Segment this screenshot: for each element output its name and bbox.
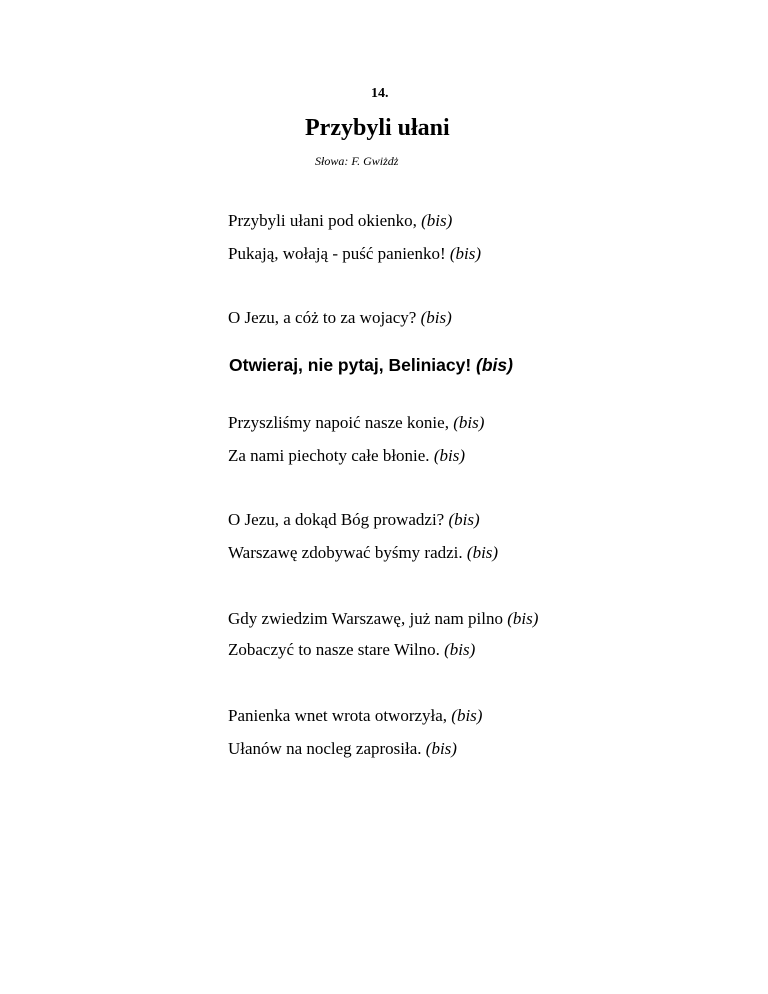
refrain-mark: (bis)	[453, 413, 485, 432]
song-number: 14.	[371, 86, 389, 101]
refrain-mark: (bis)	[466, 543, 499, 562]
lyric-line-4	[229, 355, 513, 375]
refrain-mark: (bis)	[448, 510, 480, 529]
lyric-line-1	[228, 211, 452, 231]
refrain-mark: (bis)	[421, 211, 453, 230]
lyric-text: Przyszliśmy napoić nasze konie,	[228, 413, 454, 432]
lyric-text: Warszawę zdobywać byśmy radzi.	[228, 543, 467, 562]
song-author: Słowa: F. Gwiżdż	[315, 154, 399, 168]
lyric-line-11	[228, 706, 482, 726]
lyric-text: Panienka wnet wrota otworzyła,	[228, 706, 452, 725]
lyric-text: O Jezu, a cóż to za wojacy?	[228, 308, 421, 327]
lyric-line-2	[228, 244, 481, 264]
lyric-line-5	[228, 413, 484, 433]
song-title: Przybyli ułani	[305, 115, 450, 141]
lyric-text: Pukają, wołają - puść panienko!	[228, 244, 450, 263]
lyric-line-3	[228, 308, 452, 328]
lyric-line-9	[228, 609, 538, 629]
lyric-text: Za nami piechoty całe błonie.	[228, 446, 434, 465]
lyric-line-12	[228, 739, 457, 759]
refrain-mark: (bis)	[507, 609, 539, 628]
refrain-mark: (bis)	[476, 355, 513, 375]
lyric-line-8	[228, 543, 498, 563]
lyric-line-7	[228, 510, 480, 530]
lyric-text: O Jezu, a dokąd Bóg prowadzi?	[228, 510, 449, 529]
lyric-text: Zobaczyć to nasze stare Wilno.	[228, 640, 445, 659]
refrain-mark: (bis)	[425, 739, 457, 758]
lyric-line-10	[228, 640, 475, 660]
lyric-line-6	[228, 446, 465, 466]
refrain-mark: (bis)	[444, 640, 476, 659]
lyric-text: Gdy zwiedzim Warszawę, już nam pilno	[228, 609, 508, 628]
refrain-mark: (bis)	[449, 244, 482, 263]
lyric-text: Otwieraj, nie pytaj, Beliniacy!	[229, 355, 477, 375]
refrain-mark: (bis)	[420, 308, 452, 327]
lyric-text: Przybyli ułani pod okienko,	[228, 211, 422, 230]
refrain-mark: (bis)	[451, 706, 483, 725]
lyric-text: Ułanów na nocleg zaprosiła.	[228, 739, 426, 758]
refrain-mark: (bis)	[433, 446, 465, 465]
